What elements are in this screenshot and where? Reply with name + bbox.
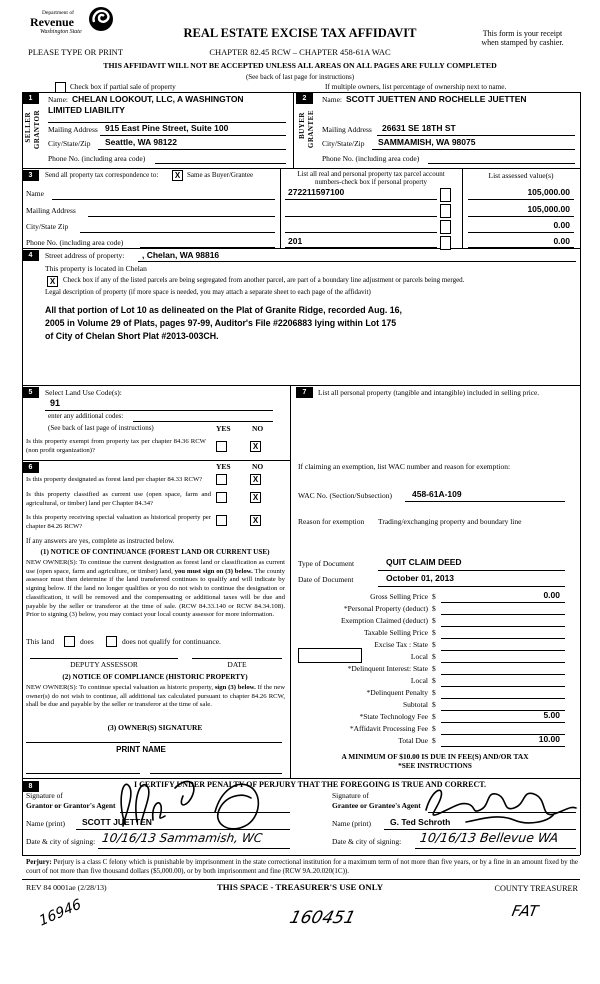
fee-label-taxable: Taxable Selling Price xyxy=(363,628,428,637)
field-line[interactable] xyxy=(372,149,575,150)
dollar-sign: $ xyxy=(432,616,436,625)
segregated-checkbox[interactable]: X xyxy=(47,276,58,287)
q-forest-yes-checkbox[interactable] xyxy=(216,474,227,485)
fee-line[interactable] xyxy=(441,662,565,663)
section-3-number: 3 xyxy=(22,170,39,181)
fee-label-personal: *Personal Property (deduct) xyxy=(343,604,428,613)
no-header-5: NO xyxy=(252,424,264,433)
fee-value-gross: 0.00 xyxy=(543,590,560,600)
chapter-label: CHAPTER 82.45 RCW – CHAPTER 458-61A WAC xyxy=(209,47,391,57)
fee-line[interactable] xyxy=(441,602,565,603)
owner-signature-line[interactable] xyxy=(26,742,140,743)
divider xyxy=(280,168,281,248)
grantee-name-print-label: Name (print) xyxy=(332,819,371,828)
dollar-sign: $ xyxy=(432,604,436,613)
field-line[interactable] xyxy=(378,586,565,587)
field-line xyxy=(468,199,574,200)
q-historic-no-checkbox[interactable]: X xyxy=(250,515,261,526)
additional-codes-label: enter any additional codes: xyxy=(48,412,124,420)
grantee-sig-of-label: Signature of xyxy=(332,791,369,800)
grantee-date-label: Date & city of signing: xyxy=(332,837,402,846)
seller-name-value: CHELAN LOOKOUT, LLC, A WASHINGTON xyxy=(72,94,244,104)
buyer-mailing-label: Mailing Address xyxy=(322,125,372,134)
grantor-printed-name: SCOTT JUETTEN xyxy=(82,817,152,827)
dollar-sign: $ xyxy=(432,676,436,685)
legal-description-line3: of City of Chelan Short Plat #2013-003CH. xyxy=(45,331,219,341)
dollar-sign: $ xyxy=(432,712,436,721)
assessed-value-4: 0.00 xyxy=(553,236,570,246)
street-address-value: , Chelan, WA 98816 xyxy=(142,250,220,260)
yes-header-6: YES xyxy=(216,462,231,471)
q-exempt-yes-checkbox[interactable] xyxy=(216,441,227,452)
fee-line[interactable] xyxy=(441,746,565,747)
land-use-label: Select Land Use Code(s): xyxy=(45,388,122,397)
seller-name-value-2: LIMITED LIABILITY xyxy=(48,105,125,115)
reason-value: Trading/exchanging property and boundary line xyxy=(378,517,522,526)
personal-property-checkbox-3[interactable] xyxy=(440,220,451,234)
fee-label-exemption: Exemption Claimed (deduct) xyxy=(340,616,428,625)
fee-line[interactable] xyxy=(441,638,565,639)
dollar-sign: $ xyxy=(432,724,436,733)
sec3-name-label: Name xyxy=(26,189,44,198)
divider xyxy=(462,168,463,248)
land-does-checkbox[interactable] xyxy=(64,636,75,647)
fee-label-total-due: Total Due xyxy=(398,736,428,745)
dollar-sign: $ xyxy=(432,628,436,637)
legal-description-line2: 2005 in Volume 29 of Plats, pages 97-99, Auditor's File #2206883 lying within Lot 175 xyxy=(45,318,397,328)
dollar-sign: $ xyxy=(432,688,436,697)
land-does-not-checkbox[interactable] xyxy=(106,636,117,647)
multiple-owners-label: If multiple owners, list percentage of ownership next to name. xyxy=(325,82,507,91)
receipt-note-line1: This form is your receipt xyxy=(482,29,563,38)
does-not-qualify-label: does not qualify for continuance. xyxy=(122,637,221,646)
owner-signature-line-2[interactable] xyxy=(150,742,282,743)
exemption-claim-label: If claiming an exemption, list WAC number and reason for exemption: xyxy=(298,462,511,471)
fee-label-subtotal: Subtotal xyxy=(402,700,428,709)
q-currentuse-yes-checkbox[interactable] xyxy=(216,492,227,503)
notice2-bold: sign (3) below. xyxy=(214,684,256,691)
field-line[interactable] xyxy=(45,410,273,411)
q-forest-text: Is this property designated as forest land per chapter 84.33 RCW? xyxy=(26,476,203,483)
parcel-number-4: 201 xyxy=(288,236,303,246)
land-use-code: 91 xyxy=(50,398,61,408)
grantor-date-handwritten: 10/16/13 Sammamish, WC xyxy=(101,831,264,845)
notice1-title: (1) NOTICE OF CONTINUANCE (FOREST LAND OR CURRENT USE) xyxy=(40,548,270,556)
field-line[interactable] xyxy=(140,247,275,248)
street-address-label: Street address of property: xyxy=(45,251,125,260)
doc-type-value: QUIT CLAIM DEED xyxy=(386,557,462,567)
fee-label-delinq-int-local: Local xyxy=(410,676,428,685)
field-line xyxy=(468,232,574,233)
grantee-side-label: GRANTEE xyxy=(307,110,315,149)
grantor-date-line[interactable] xyxy=(98,848,290,849)
divider xyxy=(22,855,580,856)
section-7-number: 7 xyxy=(296,387,313,398)
section-2-number: 2 xyxy=(296,93,313,104)
seller-city-value: Seattle, WA 98122 xyxy=(105,137,177,147)
seller-city-label: City/State/Zip xyxy=(48,139,91,148)
stamp-right-text: FAT xyxy=(510,902,540,920)
field-line[interactable] xyxy=(52,199,275,200)
dollar-sign: $ xyxy=(432,592,436,601)
fee-label-excise-local: Local xyxy=(410,652,428,661)
section-8-number: 8 xyxy=(22,781,39,792)
field-line xyxy=(468,247,574,248)
dollar-sign: $ xyxy=(432,700,436,709)
if-yes-note: If any answers are yes, complete as instructed below. xyxy=(26,537,175,545)
dollar-sign: $ xyxy=(432,652,436,661)
field-line[interactable] xyxy=(100,135,286,136)
field-line[interactable] xyxy=(138,261,576,262)
fee-label-tech-fee: *State Technology Fee xyxy=(359,712,428,721)
segregated-label: Check box if any of the listed parcels are being segregated from another parcel, are part of a boundary line adjustment or parcels being merged. xyxy=(63,276,465,284)
grantee-agent-label: Grantee or Grantee's Agent xyxy=(332,801,421,810)
personal-property-checkbox-2[interactable] xyxy=(440,204,451,218)
parcel-number-1: 272211597100 xyxy=(288,187,345,197)
fee-label-gross: Gross Selling Price xyxy=(370,592,428,601)
reason-label: Reason for exemption xyxy=(298,517,365,526)
field-line[interactable] xyxy=(378,570,565,571)
doc-date-label: Date of Document xyxy=(298,575,354,584)
deputy-assessor-line[interactable] xyxy=(30,658,178,659)
perjury-notice xyxy=(26,858,578,876)
seller-side-label: SELLER xyxy=(24,112,32,143)
notice2-post: If the new owner(s) do not wish to continue, all additional tax calculated pursuant to chapter 84.26 RCW, shall be due and payable by the seller or transferor at the time of sale. xyxy=(26,684,286,709)
grantee-printed-name: G. Ted Schroth xyxy=(390,817,451,827)
field-line[interactable] xyxy=(285,247,437,248)
perjury-bold: Perjury: xyxy=(26,858,52,866)
grantor-name-line[interactable] xyxy=(76,829,290,830)
dollar-sign: $ xyxy=(432,640,436,649)
assessor-date-line[interactable] xyxy=(192,658,282,659)
divider xyxy=(293,92,294,168)
fee-label-excise-state: Excise Tax : State xyxy=(374,640,428,649)
assessed-values-header: List assessed value(s) xyxy=(488,171,554,180)
buyer-name-label: Name: xyxy=(322,95,342,104)
field-line[interactable] xyxy=(88,216,275,217)
please-type-label: PLEASE TYPE OR PRINT xyxy=(28,47,124,57)
dept-of-label: Department of xyxy=(42,10,74,16)
fee-line[interactable] xyxy=(441,614,565,615)
legal-description-label: Legal description of property (if more space is needed, you may attach a separate sheet to each page of the affidavit) xyxy=(45,288,371,296)
field-line[interactable] xyxy=(98,149,286,150)
buyer-side-label: BUYER xyxy=(298,112,306,140)
treasurer-space-label: THIS SPACE - TREASURER'S USE ONLY xyxy=(216,882,384,892)
buyer-city-label: City/State/Zip xyxy=(322,139,365,148)
dor-logo-icon xyxy=(88,6,114,32)
section-5-number: 5 xyxy=(22,387,39,398)
parcel-header-line1: List all real and personal property tax parcel account xyxy=(297,170,445,178)
field-line[interactable] xyxy=(405,501,565,502)
same-as-buyer-checkbox[interactable]: X xyxy=(172,170,183,181)
see-back-note: (See back of last page for instructions) xyxy=(245,73,355,81)
form-title: REAL ESTATE EXCISE TAX AFFIDAVIT xyxy=(183,26,417,40)
wac-value: 458-61A-109 xyxy=(412,489,462,499)
perjury-text: Perjury is a class C felony which is punishable by imprisonment in the state correctional institution for a maximum term of not more than five years, or by a fine in an amount fixed by the court of not more than five thousand dollars ($5,000.00), or by both imprisonment and fine (RCW 9A.20.020(1C)). xyxy=(26,858,578,876)
washington-state-label: Washington State xyxy=(40,29,82,35)
divider xyxy=(580,92,581,855)
field-line[interactable] xyxy=(133,421,273,422)
parcel-header xyxy=(283,170,459,187)
divider xyxy=(22,168,580,169)
same-as-buyer-label: Same as Buyer/Grantee xyxy=(187,171,254,179)
buyer-city-value: SAMMAMISH, WA 98075 xyxy=(378,137,476,147)
field-line[interactable] xyxy=(377,135,575,136)
sec3-mailing-label: Mailing Address xyxy=(26,206,76,215)
see-instructions-note: *SEE INSTRUCTIONS xyxy=(398,762,472,770)
notice2-title: (2) NOTICE OF COMPLIANCE (HISTORIC PROPERTY) xyxy=(62,673,248,681)
field-line[interactable] xyxy=(428,163,575,164)
grantor-side-label: GRANTOR xyxy=(33,110,41,150)
notice1-bold: you must sign on (3) below. xyxy=(174,567,253,575)
field-line[interactable] xyxy=(285,199,437,200)
notice2-body xyxy=(26,684,285,710)
notice1-post: The county assessor must then determine if the land transferred continues to qualify and will indicate by signing below. If the land no longer qualifies or you do not wish to continue the designation or classification, it will be removed and the compensating or additional taxes will be due and payable by the seller or transferor at the time of sale. (RCW 84.33.140 or RCW 84.34.108). Prior to signing (3) below, you may contact your local county assessor for more information. xyxy=(26,567,285,619)
property-located-in: This property is located in Chelan xyxy=(45,264,147,273)
sec3-phone-label: Phone No. (including area code) xyxy=(26,238,124,247)
assessed-value-1: 105,000.00 xyxy=(527,187,570,197)
sec3-city-label: City/State Zip xyxy=(26,222,69,231)
buyer-phone-label: Phone No. (including area code) xyxy=(322,154,420,163)
grantee-date-handwritten: 10/16/13 Bellevue WA xyxy=(418,830,560,845)
personal-property-checkbox-4[interactable] xyxy=(440,236,451,250)
receipt-note-line2: when stamped by cashier. xyxy=(481,37,564,47)
fee-line[interactable] xyxy=(441,674,565,675)
section-6-number: 6 xyxy=(22,462,39,473)
notice1-body xyxy=(26,559,285,620)
doc-type-label: Type of Document xyxy=(298,559,355,568)
see-back-instructions: (See back of last page of instructions) xyxy=(48,424,154,432)
q-historic-yes-checkbox[interactable] xyxy=(216,515,227,526)
section-1-number: 1 xyxy=(22,93,39,104)
divider xyxy=(22,460,290,461)
send-correspondence-label: Send all property tax correspondence to: xyxy=(45,171,159,179)
fee-label-delinq-penalty: *Delinquent Penalty xyxy=(366,688,428,697)
q-forest-no-checkbox[interactable]: X xyxy=(250,474,261,485)
deputy-assessor-label: DEPUTY ASSESSOR xyxy=(70,660,138,669)
buyer-mailing-value: 26631 SE 18TH ST xyxy=(382,123,456,133)
doc-date-value: October 01, 2013 xyxy=(386,573,455,583)
divider xyxy=(22,385,580,386)
field-line[interactable] xyxy=(80,232,275,233)
notice1-pre: NEW OWNER(S): To continue the current designation as forest land or classification as current use (open space, farm and agriculture, or timber) land, xyxy=(26,559,285,575)
revenue-logo-text: Revenue xyxy=(30,15,74,29)
q-historic-text: Is this property receiving special valuation as historical property per chapter 84.26 RCW? xyxy=(26,514,211,530)
grantor-agent-label: Grantor or Grantor's Agent xyxy=(26,801,116,810)
seller-phone-label: Phone No. (including area code) xyxy=(48,154,146,163)
divider xyxy=(22,879,580,880)
field-line xyxy=(468,216,574,217)
dollar-sign: $ xyxy=(432,736,436,745)
q-currentuse-no-checkbox[interactable]: X xyxy=(250,492,261,503)
field-line[interactable] xyxy=(285,232,437,233)
assessed-value-3: 0.00 xyxy=(553,220,570,230)
grantor-sig-of-label: Signature of xyxy=(26,791,63,800)
dollar-sign: $ xyxy=(432,664,436,673)
fee-label-affidavit-fee: *Affidavit Processing Fee xyxy=(349,724,428,733)
certify-statement: I CERTIFY UNDER PENALTY OF PERJURY THAT THE FOREGOING IS TRUE AND CORRECT. xyxy=(133,780,486,789)
owners-signature-heading: (3) OWNER(S) SIGNATURE xyxy=(107,723,203,732)
fee-line[interactable] xyxy=(441,722,565,723)
field-line[interactable] xyxy=(155,163,286,164)
seller-mailing-label: Mailing Address xyxy=(48,125,98,134)
personal-property-checkbox-1[interactable] xyxy=(440,188,451,202)
divider xyxy=(22,248,580,249)
q-exempt-text: Is this property exempt from property tax per chapter 84.36 RCW (non profit organization)? xyxy=(26,438,206,454)
divider xyxy=(22,92,23,855)
section-4-number: 4 xyxy=(22,250,39,261)
parcel-header-line2: numbers-check box if personal property xyxy=(315,178,427,187)
does-label: does xyxy=(80,637,94,646)
grantee-date-line[interactable] xyxy=(415,848,576,849)
field-line[interactable] xyxy=(285,216,437,217)
personal-property-label: List all personal property (tangible and intangible) included in selling price. xyxy=(318,388,540,397)
stamp-left-number: 16946 xyxy=(37,896,84,930)
yes-header-5: YES xyxy=(216,424,231,433)
fee-line[interactable] xyxy=(441,650,565,651)
print-name-label: PRINT NAME xyxy=(116,745,166,754)
divider xyxy=(290,385,291,778)
fee-label-delinq-int-state: *Delinquent Interest: State xyxy=(347,664,428,673)
seller-name-label: Name: xyxy=(48,95,68,104)
fee-value-total: 10.00 xyxy=(538,734,560,744)
this-land-label: This land xyxy=(26,637,55,646)
stamp-center-number: 160451 xyxy=(287,908,358,928)
assessed-value-2: 105,000.00 xyxy=(527,204,570,214)
assessor-date-label: DATE xyxy=(227,660,247,669)
legal-description-line1: All that portion of Lot 10 as delineated on the Plat of Granite Ridge, recorded Aug. 16, xyxy=(45,305,402,315)
minimum-due-note: A MINIMUM OF $10.00 IS DUE IN FEE(S) AND/OR TAX xyxy=(341,752,529,761)
fee-line[interactable] xyxy=(441,686,565,687)
notice2-pre: NEW OWNER(S): To continue special valuation as historic property, xyxy=(26,684,215,691)
fee-value-tech: 5.00 xyxy=(543,710,560,720)
form-rev-number: REV 84 0001ae (2/28/13) xyxy=(26,883,107,892)
fee-line[interactable] xyxy=(441,698,565,699)
county-treasurer-label: COUNTY TREASURER xyxy=(494,884,578,893)
no-header-6: NO xyxy=(252,462,264,471)
q-currentuse-text: Is this property classified as current use (open space, farm and agricultural, or timber) land per Chapter 84.34? xyxy=(26,491,211,507)
warning-line: THIS AFFIDAVIT WILL NOT BE ACCEPTED UNLESS ALL AREAS ON ALL PAGES ARE FULLY COMPLETED xyxy=(103,61,497,70)
fee-line[interactable] xyxy=(441,626,565,627)
q-exempt-no-checkbox[interactable]: X xyxy=(250,441,261,452)
receipt-note xyxy=(460,30,585,48)
seller-mailing-value: 915 East Pine Street, Suite 100 xyxy=(105,123,229,133)
partial-sale-label: Check box if partial sale of property xyxy=(70,82,176,91)
wac-label: WAC No. (Section/Subsection) xyxy=(298,491,392,500)
grantor-date-label: Date & city of signing: xyxy=(26,837,96,846)
buyer-name-value: SCOTT JUETTEN AND ROCHELLE JUETTEN xyxy=(346,94,527,104)
grantor-name-print-label: Name (print) xyxy=(26,819,65,828)
